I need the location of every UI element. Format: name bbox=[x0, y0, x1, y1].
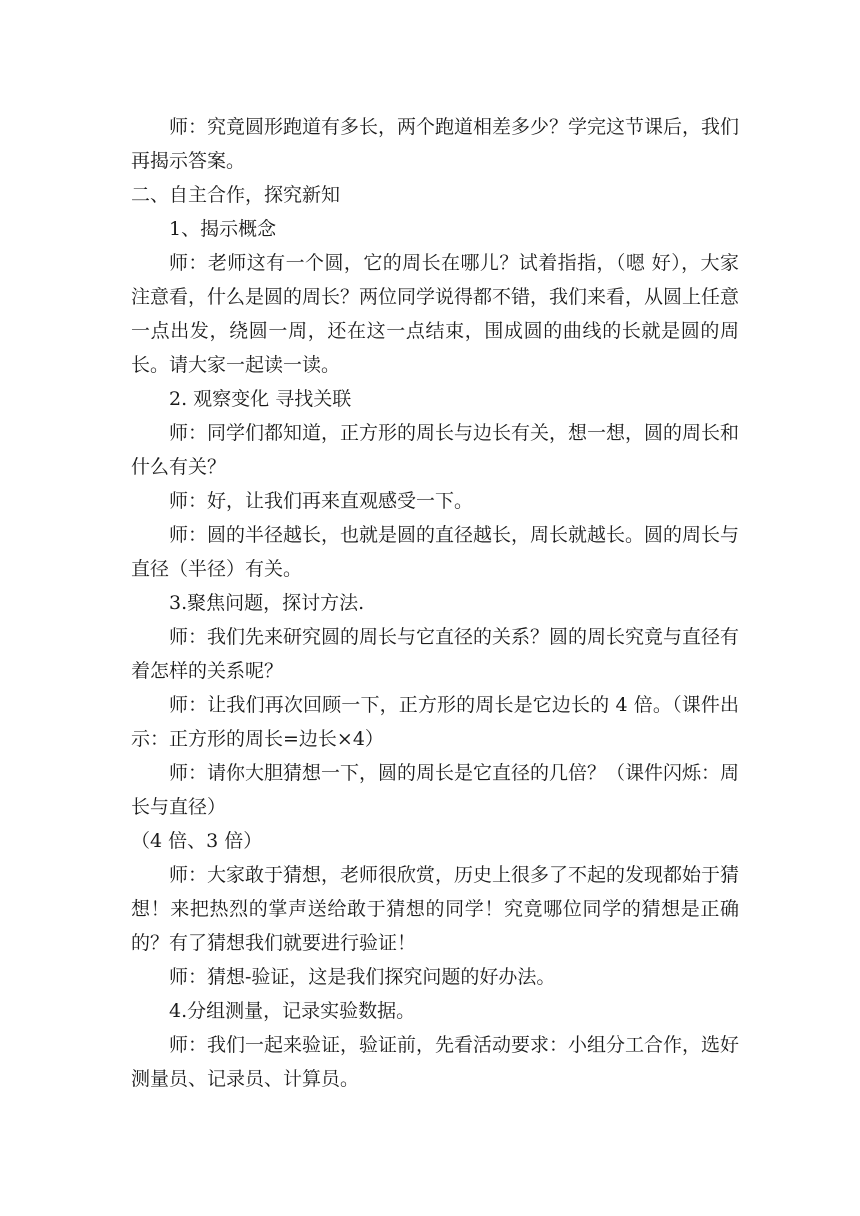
subheading-focus-problem: 3.聚焦问题，探讨方法. bbox=[169, 592, 365, 614]
subheading-group-measure: 4.分组测量，记录实验数据。 bbox=[169, 1000, 416, 1022]
paragraph-student-answers: （4 倍、3 倍） bbox=[131, 830, 263, 852]
paragraph-answer-later: 师：究竟圆形跑道有多长，两个跑道相差多少？学完这节课后，我们再揭示答案。 bbox=[131, 116, 740, 172]
paragraph-circumference-definition: 师：老师这有一个圆，它的周长在哪儿？试着指指，（嗯 好），大家注意看，什么是圆的周长？两位同学说得都不错，我们来看，从圆上任意一点出发，绕圆一周，还在这一点结束，围成圆的曲线的长就是圆的周长。请大家一起读一读。 bbox=[131, 252, 740, 376]
subheading-reveal-concept: 1、揭示概念 bbox=[169, 218, 277, 240]
section-heading-explore: 二、自主合作，探究新知 bbox=[131, 184, 341, 206]
paragraph-activity-requirements: 师：我们一起来验证，验证前，先看活动要求：小组分工合作，选好测量员、记录员、计算员。 bbox=[131, 1034, 740, 1090]
paragraph-intuitive-feel: 师：好，让我们再来直观感受一下。 bbox=[169, 490, 474, 512]
paragraph-radius-diameter: 师：圆的半径越长，也就是圆的直径越长，周长就越长。圆的周长与直径（半径）有关。 bbox=[131, 524, 740, 580]
paragraph-square-perimeter: 师：同学们都知道，正方形的周长与边长有关，想一想，圆的周长和什么有关？ bbox=[131, 422, 740, 478]
document-body bbox=[131, 110, 739, 1096]
paragraph-guess-multiple: 师：请你大胆猜想一下，圆的周长是它直径的几倍？（课件闪烁：周长与直径） bbox=[131, 762, 740, 818]
paragraph-praise-guessing: 师：大家敢于猜想，老师很欣赏，历史上很多了不起的发现都始于猜想！来把热烈的掌声送给敢于猜想的同学！究竟哪位同学的猜想是正确的？有了猜想我们就要进行验证！ bbox=[131, 864, 740, 954]
paragraph-square-review: 师：让我们再次回顾一下，正方形的周长是它边长的 4 倍。（课件出示：正方形的周长=边长×4） bbox=[131, 694, 739, 750]
subheading-observe-changes: 2. 观察变化 寻找关联 bbox=[169, 388, 352, 410]
paragraph-guess-verify: 师：猜想-验证，这是我们探究问题的好办法。 bbox=[169, 966, 556, 988]
paragraph-relationship-question: 师：我们先来研究圆的周长与它直径的关系？圆的周长究竟与直径有着怎样的关系呢？ bbox=[131, 626, 740, 682]
